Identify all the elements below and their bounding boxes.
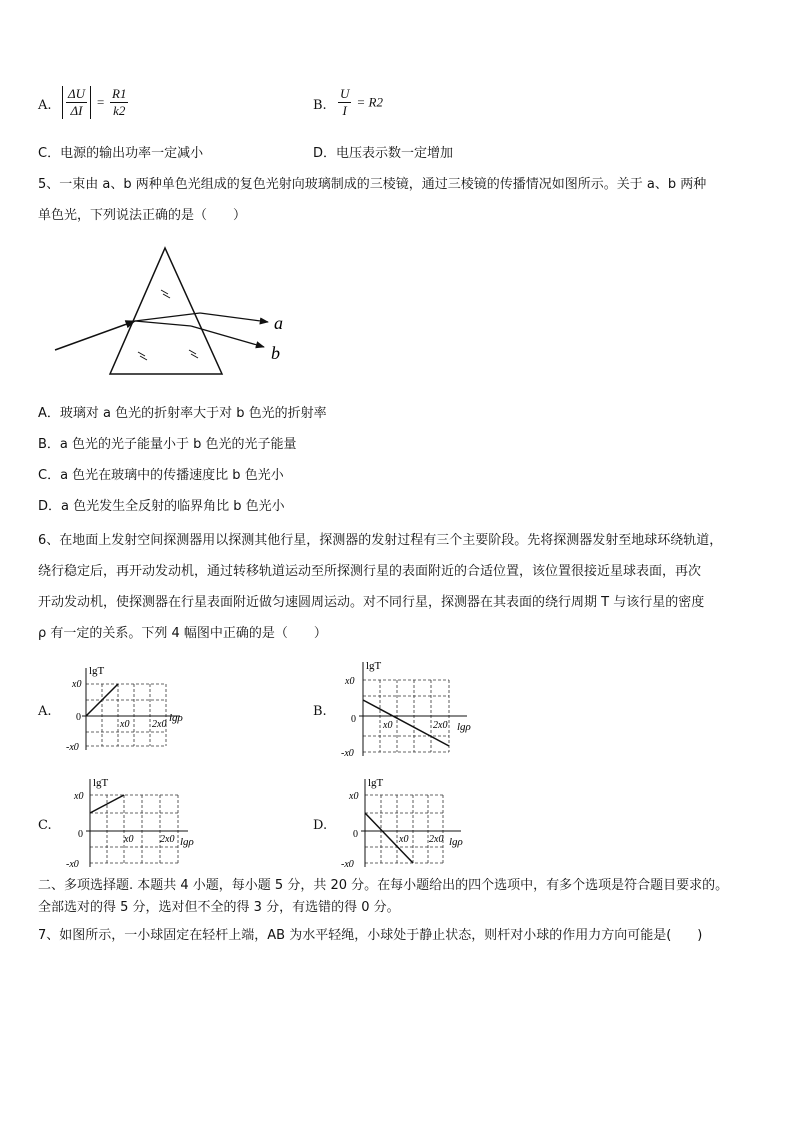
- ray-a-label: a: [274, 313, 283, 333]
- q7-stem: 7、如图所示，一小球固定在轻杆上端，AB 为水平轻绳，小球处于静止状态，则杆对小球的作用力方向可能是( ): [38, 928, 703, 943]
- graph-a-xtick-2: 2x0: [152, 719, 167, 730]
- q6-line1: 6、在地面上发射空间探测器用以探测其他行星，探测器的发射过程有三个主要阶段。先将探测器发射至地球环绕轨道，: [38, 533, 723, 548]
- graph-c-y-axis: lgT: [93, 777, 109, 789]
- graph-b-xtick-1: x0: [383, 720, 393, 731]
- graph-d-label: D.: [313, 818, 328, 833]
- q5-option-a: A．玻璃对 a 色光的折射率大于对 b 色光的折射率: [38, 406, 327, 421]
- q4-a-denominator: ΔI: [70, 103, 83, 118]
- q4-option-b-label: B.: [313, 98, 327, 113]
- graph-a-xtick-1: x0: [120, 719, 130, 730]
- graph-d-ytick-top: x0: [349, 791, 359, 802]
- ray-a-inside: [135, 313, 200, 321]
- graph-b-y-axis: lgT: [366, 660, 382, 672]
- graph-c: [58, 773, 198, 871]
- graph-d-xtick-1: x0: [399, 834, 409, 845]
- q6-line3: 开动发动机，使探测器在行星表面附近做匀速圆周运动。对不同行星，探测器在其表面的绕行周期 T 与该行星的密度: [38, 595, 705, 610]
- graph-a-y-axis: lgT: [89, 665, 105, 677]
- graph-d-xtick-2: 2x0: [429, 834, 444, 845]
- ray-b-out: [191, 326, 264, 347]
- graph-b-ytick-zero: 0: [351, 714, 356, 725]
- graph-c-label: C.: [38, 818, 52, 833]
- q4-b-denominator: I: [342, 103, 347, 118]
- q4-a-rhs-numerator: R1: [112, 86, 127, 101]
- section2-line2: 全部选对的得 5 分，选对但不全的得 3 分，有选错的得 0 分。: [38, 900, 400, 915]
- graph-a-ytick-bottom: -x0: [66, 742, 79, 753]
- ray-b-label: b: [271, 343, 280, 363]
- q5-option-d: D．a 色光发生全反射的临界角比 b 色光小: [38, 499, 285, 514]
- prism-diagram: [50, 240, 310, 380]
- q6-line2: 绕行稳定后，再开动发动机，通过转移轨道运动至所探测行星的表面附近的合适位置，该位置很接近星球表面，再次: [38, 564, 702, 579]
- graph-d: [335, 773, 485, 871]
- q6-line4: ρ 有一定的关系。下列 4 幅图中正确的是（ ）: [38, 626, 327, 641]
- q4-option-a-label: A.: [38, 98, 52, 113]
- graph-b-ytick-bottom: -x0: [341, 748, 354, 759]
- graph-a-x-axis: lgρ: [169, 712, 183, 724]
- graph-c-xtick-1: x0: [124, 834, 134, 845]
- graph-c-ytick-top: x0: [74, 791, 84, 802]
- ray-a-out: [200, 313, 268, 322]
- graph-b: [335, 656, 495, 762]
- ray-b-inside: [135, 321, 191, 326]
- q5-option-b: B．a 色光的光子能量小于 b 色光的光子能量: [38, 437, 297, 452]
- graph-d-ytick-bottom: -x0: [341, 859, 354, 870]
- q4-option-d: D．电压表示数一定增加: [313, 146, 454, 161]
- graph-c-ytick-zero: 0: [78, 829, 83, 840]
- q5-stem-line1: 5、一束由 a、b 两种单色光组成的复色光射向玻璃制成的三棱镜，通过三棱镜的传播情况如图所示。关于 a、b 两种: [38, 177, 707, 192]
- graph-a-ytick-top: x0: [72, 679, 82, 690]
- graph-b-ytick-top: x0: [345, 676, 355, 687]
- q4-a-numerator: ΔU: [68, 86, 86, 101]
- graph-b-x-axis: lgρ: [457, 721, 471, 733]
- section2-line1: 二、多项选择题. 本题共 4 小题，每小题 5 分，共 20 分。在每小题给出的四个选项中，有多个选项是符合题目要求的。: [38, 878, 729, 893]
- graph-b-xtick-2: 2x0: [433, 720, 448, 731]
- q4-b-numerator: U: [340, 86, 350, 101]
- q4-option-a-formula: $\frac{\Delta U}{\Delta I}$ = $\frac{R1}{k2}$: [62, 86, 128, 119]
- q4-a-rhs-denominator: k2: [113, 103, 126, 118]
- graph-c-xtick-2: 2x0: [160, 834, 175, 845]
- q5-stem-line2: 单色光，下列说法正确的是（ ）: [38, 208, 247, 223]
- graph-a-label: A.: [38, 704, 52, 719]
- q4-option-b-formula: [338, 86, 383, 119]
- graph-c-ytick-bottom: -x0: [66, 859, 79, 870]
- graph-a-ytick-zero: 0: [76, 712, 81, 723]
- q4-b-rhs: = R2: [356, 94, 383, 110]
- graph-d-ytick-zero: 0: [353, 829, 358, 840]
- q4-option-c: C．电源的输出功率一定减小: [38, 146, 204, 161]
- graph-d-x-axis: lgρ: [449, 836, 463, 848]
- graph-d-y-axis: lgT: [368, 777, 384, 789]
- graph-a: [58, 660, 198, 755]
- graph-c-x-axis: lgρ: [180, 836, 194, 848]
- graph-b-label: B.: [313, 704, 327, 719]
- q5-option-c: C．a 色光在玻璃中的传播速度比 b 色光小: [38, 468, 284, 483]
- prism-triangle: [110, 248, 222, 374]
